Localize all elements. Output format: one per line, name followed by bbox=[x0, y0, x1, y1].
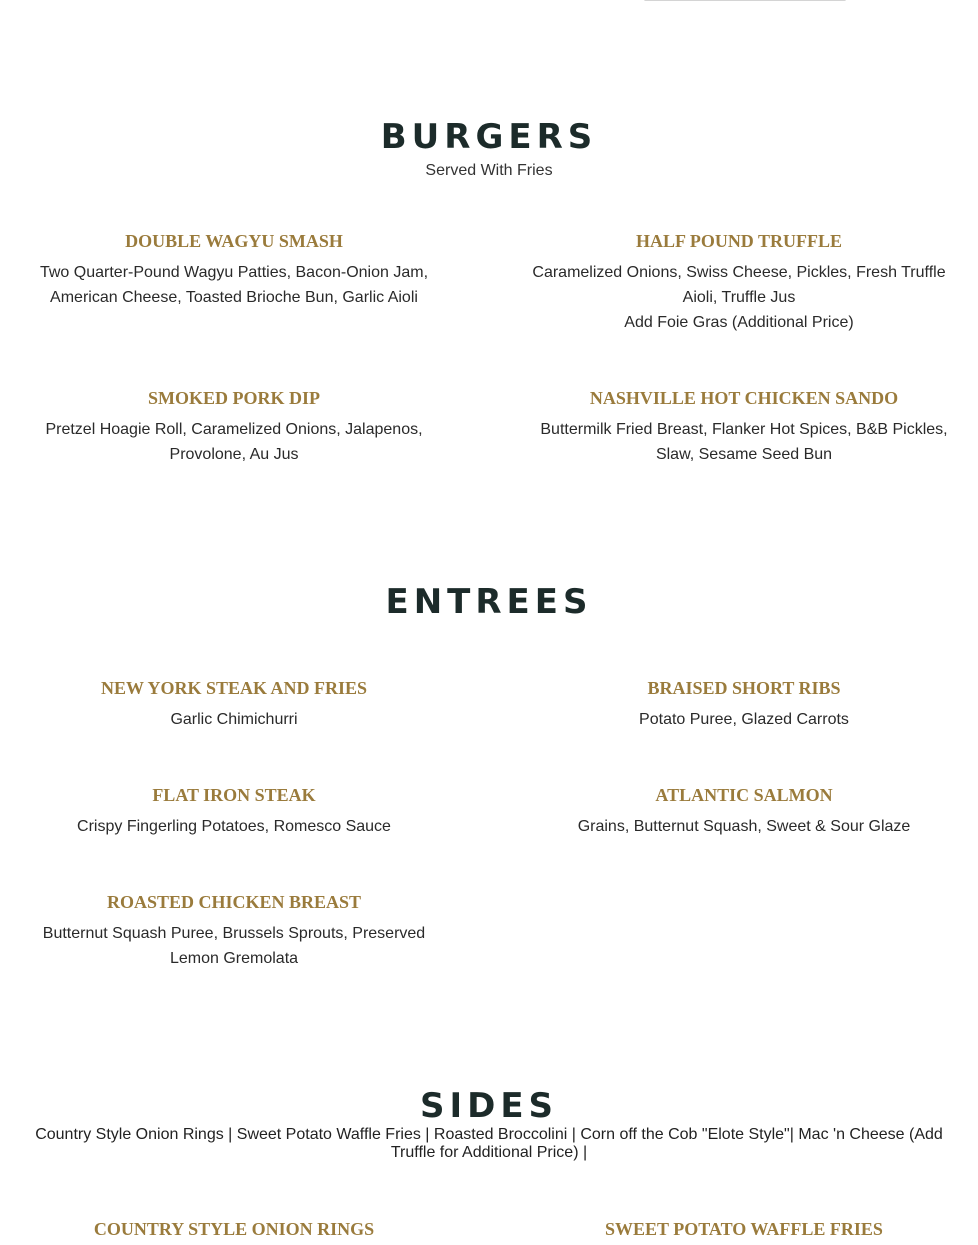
menu-item bbox=[530, 784, 958, 839]
item-name: NASHVILLE HOT CHICKEN SANDO bbox=[589, 388, 899, 408]
item-desc-line: American Cheese, Toasted Brioche Bun, Garlic Aioli bbox=[50, 289, 418, 306]
item-desc-line: Slaw, Sesame Seed Bun bbox=[655, 446, 833, 463]
item-desc-line: Grains, Butternut Squash, Sweet & Sour Glaze bbox=[577, 818, 911, 835]
item-desc-line: Two Quarter-Pound Wagyu Patties, Bacon-Onion Jam, bbox=[39, 264, 429, 281]
item-desc-line: Caramelized Onions, Swiss Cheese, Pickles, Fresh Truffle bbox=[532, 264, 946, 281]
item-name: COUNTRY STYLE ONION RINGS bbox=[93, 1219, 375, 1239]
menu-item bbox=[20, 677, 448, 732]
burgers-section bbox=[0, 117, 978, 180]
item-name: ATLANTIC SALMON bbox=[655, 785, 833, 805]
item-desc-line: Add Foie Gras (Additional Price) bbox=[624, 314, 854, 331]
item-desc-line: Garlic Chimichurri bbox=[170, 711, 298, 728]
sides-subtitle-line: Country Style Onion Rings | Sweet Potato Waffle Fries | Roasted Broccolini | Corn off the Cob "Elote Style"| Mac 'n Cheese (Add bbox=[35, 1126, 943, 1143]
item-name: SMOKED PORK DIP bbox=[147, 388, 320, 408]
item-desc-line: Provolone, Au Jus bbox=[169, 446, 299, 463]
sides-subtitle-line: Truffle for Additional Price) | bbox=[390, 1144, 588, 1161]
menu-item bbox=[20, 891, 448, 971]
item-desc-line: Pretzel Hoagie Roll, Caramelized Onions, Jalapenos, bbox=[45, 421, 423, 438]
item-name: BRAISED SHORT RIBS bbox=[647, 678, 841, 698]
entrees-title: ENTREES bbox=[385, 582, 593, 622]
menu-item bbox=[530, 677, 958, 732]
item-name: FLAT IRON STEAK bbox=[152, 785, 316, 805]
item-name: NEW YORK STEAK AND FRIES bbox=[100, 678, 368, 698]
item-desc-line: Aioli, Truffle Jus bbox=[682, 289, 796, 306]
burgers-title: BURGERS bbox=[380, 117, 598, 157]
entrees-section bbox=[0, 582, 978, 622]
menu-item bbox=[530, 1218, 958, 1245]
menu-item bbox=[530, 387, 958, 467]
menu-item bbox=[20, 230, 448, 310]
sides-title: SIDES bbox=[419, 1086, 559, 1126]
burgers-subtitle: Served With Fries bbox=[425, 162, 553, 179]
item-name: ROASTED CHICKEN BREAST bbox=[106, 892, 362, 912]
menu-item bbox=[520, 230, 958, 335]
sides-section bbox=[0, 1086, 978, 1162]
top-divider bbox=[644, 0, 846, 1]
item-name: DOUBLE WAGYU SMASH bbox=[125, 231, 343, 251]
menu-item bbox=[20, 1218, 448, 1245]
item-desc-line: Buttermilk Fried Breast, Flanker Hot Spices, B&B Pickles, bbox=[540, 421, 948, 438]
menu-item bbox=[20, 387, 448, 467]
item-desc-line: Lemon Gremolata bbox=[169, 950, 299, 967]
item-name: SWEET POTATO WAFFLE FRIES bbox=[605, 1219, 883, 1239]
item-desc-line: Potato Puree, Glazed Carrots bbox=[639, 711, 849, 728]
item-desc-line: Butternut Squash Puree, Brussels Sprouts, Preserved bbox=[42, 925, 426, 942]
item-desc-line: Crispy Fingerling Potatoes, Romesco Sauce bbox=[77, 818, 391, 835]
item-name: HALF POUND TRUFFLE bbox=[635, 231, 842, 251]
menu-item bbox=[20, 784, 448, 839]
